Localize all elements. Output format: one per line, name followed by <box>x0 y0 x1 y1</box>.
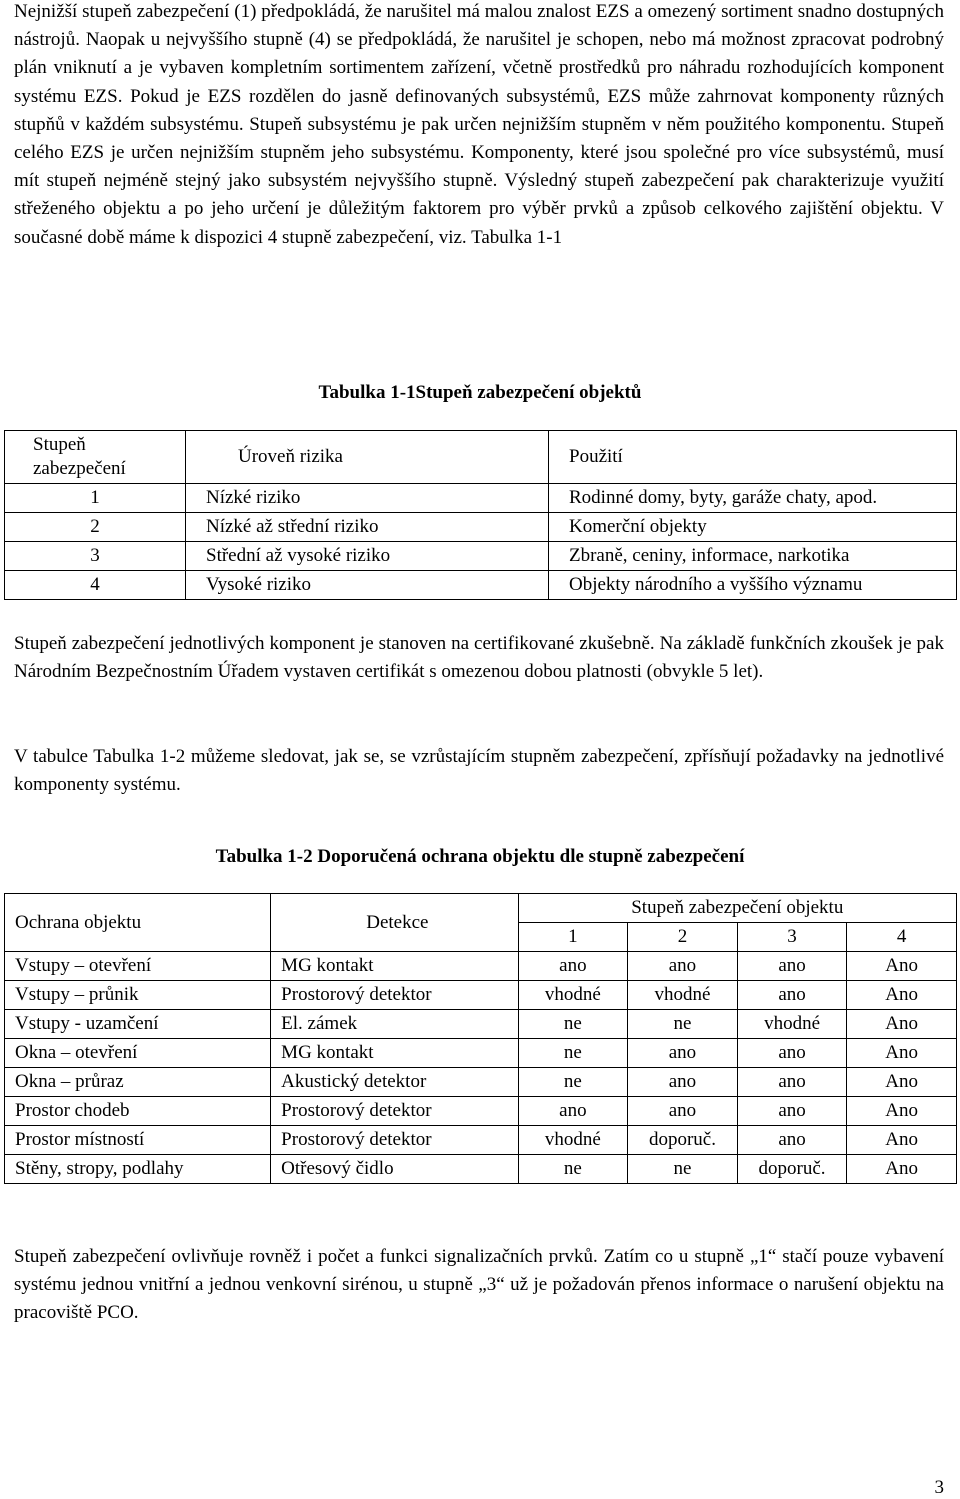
table2-cell-level: Ano <box>847 1010 957 1039</box>
table2-cell-level: ne <box>518 1039 628 1068</box>
table-row <box>5 1097 957 1126</box>
table2-cell-detection: MG kontakt <box>271 1039 518 1068</box>
table2-cell-level: doporuč. <box>628 1126 738 1155</box>
table1-cell-level: 3 <box>5 542 186 571</box>
table-row <box>5 571 957 600</box>
table1-cell-use: Komerční objekty <box>549 513 957 542</box>
table2-cell-level: Ano <box>847 1039 957 1068</box>
table2-cell-level: ne <box>518 1155 628 1184</box>
paragraph-certification: Stupeň zabezpečení jednotlivých komponent je stanoven na certifikované zkušebně. Na základě funkčních zkoušek je pak Národním Bezpečnostním Úřadem vystaven certifikát s omezenou dobou platnosti (obvykle 5 let). <box>14 633 944 683</box>
table2-cell-protection: Vstupy – otevření <box>5 952 271 981</box>
table2-cell-protection: Vstupy – průnik <box>5 981 271 1010</box>
table1-cell-use: Zbraně, ceniny, informace, narkotika <box>549 542 957 571</box>
table2-header-level: 1 <box>518 923 628 952</box>
table2-cell-level: ano <box>628 1068 738 1097</box>
security-levels-table <box>4 430 957 600</box>
table-row <box>5 1010 957 1039</box>
protection-recommendation-table <box>4 893 957 1184</box>
table2-cell-level: ano <box>628 1097 738 1126</box>
table1-cell-risk: Nízké až střední riziko <box>186 513 549 542</box>
table1-cell-risk: Vysoké riziko <box>186 571 549 600</box>
table2-cell-detection: Otřesový čidlo <box>271 1155 518 1184</box>
table2-cell-level: Ano <box>847 952 957 981</box>
table2-cell-detection: Prostorový detektor <box>271 1097 518 1126</box>
table2-cell-level: ano <box>628 1039 738 1068</box>
table-row <box>5 952 957 981</box>
table2-header-level-group: Stupeň zabezpečení objektu <box>518 894 956 923</box>
table1-header-risk: Úroveň rizika <box>186 431 549 484</box>
table2-cell-level: ano <box>737 952 847 981</box>
table2-cell-level: ne <box>628 1010 738 1039</box>
table1-cell-level: 1 <box>5 484 186 513</box>
table-row <box>5 1126 957 1155</box>
table2-cell-protection: Prostor chodeb <box>5 1097 271 1126</box>
table2-header-detection: Detekce <box>271 894 518 952</box>
table2-cell-detection: El. zámek <box>271 1010 518 1039</box>
table2-cell-detection: Akustický detektor <box>271 1068 518 1097</box>
table-row <box>5 981 957 1010</box>
table2-cell-level: vhodné <box>518 1126 628 1155</box>
table2-cell-protection: Prostor místností <box>5 1126 271 1155</box>
table1-cell-level: 4 <box>5 571 186 600</box>
table2-cell-detection: MG kontakt <box>271 952 518 981</box>
table2-cell-detection: Prostorový detektor <box>271 981 518 1010</box>
paragraph-table-reference: V tabulce Tabulka 1-2 můžeme sledovat, jak se, se vzrůstajícím stupněm zabezpečení, zpřísňují požadavky na jednotlivé komponenty systému. <box>14 746 944 796</box>
table-row <box>5 1039 957 1068</box>
table2-cell-level: ano <box>737 981 847 1010</box>
table2-cell-level: Ano <box>847 1097 957 1126</box>
table-row <box>5 1155 957 1184</box>
table1-header-use: Použití <box>549 431 957 484</box>
table2-cell-level: ano <box>628 952 738 981</box>
table1-cell-risk: Nízké riziko <box>186 484 549 513</box>
table1-cell-risk: Střední až vysoké riziko <box>186 542 549 571</box>
table2-cell-level: Ano <box>847 1155 957 1184</box>
table2-cell-protection: Stěny, stropy, podlahy <box>5 1155 271 1184</box>
table2-cell-detection: Prostorový detektor <box>271 1126 518 1155</box>
table2-cell-level: ne <box>628 1155 738 1184</box>
table2-cell-protection: Okna – průraz <box>5 1068 271 1097</box>
table-row <box>5 1068 957 1097</box>
paragraph-signaling: Stupeň zabezpečení ovlivňuje rovněž i počet a funkci signalizačních prvků. Zatím co u stupně „1“ stačí pouze vybavení systému jednou vnitřní a jednou venkovní sirénou, u stupně „3“ už je požadován přenos informace o narušení objektu na pracoviště PCO. <box>14 1246 944 1324</box>
table2-cell-level: Ano <box>847 1068 957 1097</box>
table2-cell-level: Ano <box>847 981 957 1010</box>
table-row <box>5 542 957 571</box>
table2-caption: Tabulka 1-2 Doporučená ochrana objektu dle stupně zabezpečení <box>215 846 745 867</box>
table1-caption: Tabulka 1-1Stupeň zabezpečení objektů <box>318 382 642 403</box>
table1-cell-level: 2 <box>5 513 186 542</box>
table2-cell-level: ne <box>518 1068 628 1097</box>
table2-header-level: 3 <box>737 923 847 952</box>
table2-cell-level: ano <box>737 1097 847 1126</box>
page-number: 3 <box>934 1477 944 1498</box>
table2-cell-level: vhodné <box>628 981 738 1010</box>
table2-header-row <box>5 894 957 923</box>
table2-cell-level: ano <box>737 1068 847 1097</box>
table2-cell-level: ne <box>518 1010 628 1039</box>
table2-cell-level: doporuč. <box>737 1155 847 1184</box>
table1-cell-use: Rodinné domy, byty, garáže chaty, apod. <box>549 484 957 513</box>
table2-cell-level: vhodné <box>518 981 628 1010</box>
table2-header-protection: Ochrana objektu <box>5 894 271 952</box>
table2-cell-level: ano <box>518 952 628 981</box>
table1-cell-use: Objekty národního a vyššího významu <box>549 571 957 600</box>
table2-cell-level: ano <box>737 1126 847 1155</box>
table2-cell-level: vhodné <box>737 1010 847 1039</box>
table1-header-row <box>5 431 957 484</box>
table1-header-level: Stupeň zabezpečení <box>5 431 186 484</box>
paragraph-security-levels: Nejnižší stupeň zabezpečení (1) předpokládá, že narušitel má malou znalost EZS a omezený sortiment snadno dostupných nástrojů. Naopak u nejvyššího stupně (4) se předpokládá, že narušitel je schopen, nebo má možnost zpracovat podrobný plán vniknutí a je vybaven kompletním sortimentem zařízení, včetně prostředků pro náhradu rozhodujících komponent systému EZS. Pokud je EZS rozdělen do jasně definovaných subsystémů, EZS může zahrnovat komponenty různých stupňů v každém subsystému. Stupeň subsystému je pak určen nejnižším stupněm v něm použitého komponentu. Stupeň celého EZS je určen nejnižším stupněm jeho subsystému. Komponenty, které jsou společné pro více subsystémů, musí mít stupeň nejméně stejný jako subsystém nejvyššího stupně. Výsledný stupeň zabezpečení pak charakterizuje využití střeženého objektu a po jeho určení je důležitým faktorem pro výběr prvků a způsob celkového zajištění objektu. V současné době máme k dispozici 4 stupně zabezpečení, viz. Tabulka 1-1 <box>14 1 944 248</box>
table2-cell-protection: Okna – otevření <box>5 1039 271 1068</box>
table2-cell-protection: Vstupy - uzamčení <box>5 1010 271 1039</box>
table-row <box>5 484 957 513</box>
table2-header-level: 4 <box>847 923 957 952</box>
table2-header-level: 2 <box>628 923 738 952</box>
table-row <box>5 513 957 542</box>
table2-cell-level: ano <box>518 1097 628 1126</box>
table2-cell-level: Ano <box>847 1126 957 1155</box>
table2-cell-level: ano <box>737 1039 847 1068</box>
